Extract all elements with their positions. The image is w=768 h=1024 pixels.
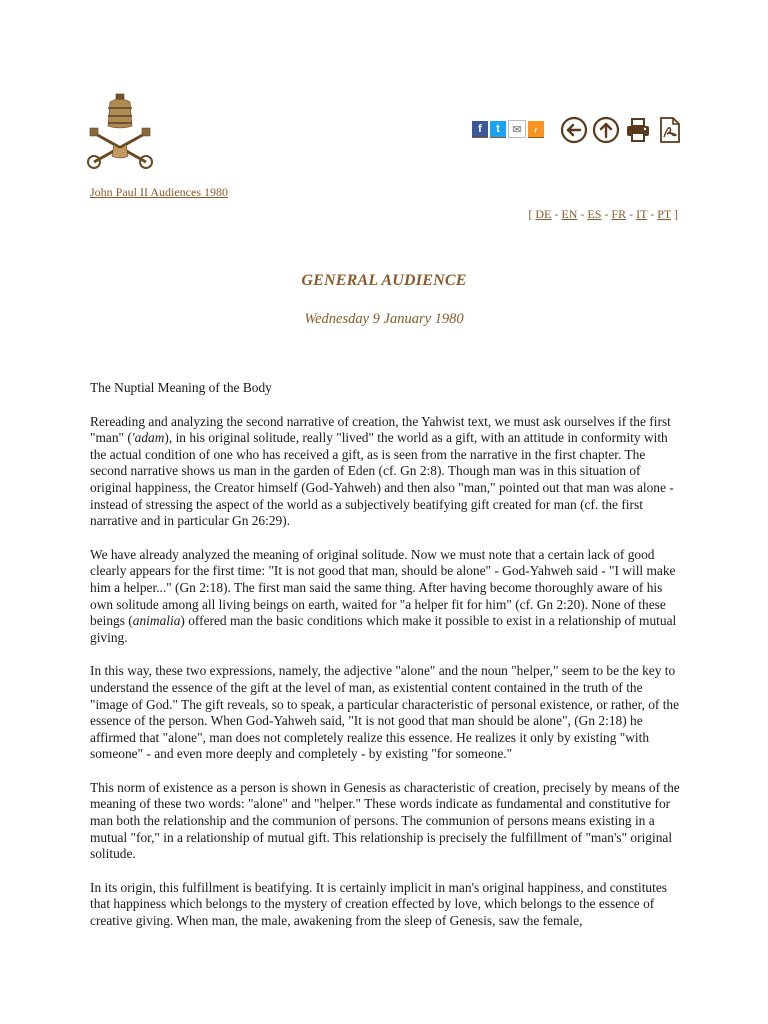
pdf-icon[interactable] — [656, 116, 684, 144]
twitter-icon[interactable]: t — [490, 121, 506, 138]
document-toolbar — [560, 116, 684, 144]
back-arrow-icon[interactable] — [560, 116, 588, 144]
audience-date: Wednesday 9 January 1980 — [304, 311, 464, 327]
lang-link-fr[interactable]: FR — [611, 207, 627, 221]
document-body — [90, 380, 682, 947]
up-arrow-icon[interactable] — [592, 116, 620, 144]
rss-icon[interactable]: ᵣ — [528, 121, 544, 138]
social-share-bar — [472, 120, 544, 138]
page-title: GENERAL AUDIENCE — [301, 272, 467, 289]
breadcrumb-link[interactable]: John Paul II Audiences 1980 — [90, 185, 228, 199]
lang-link-en[interactable]: EN — [561, 207, 578, 221]
facebook-icon[interactable]: f — [472, 121, 488, 138]
papal-crest-logo — [86, 92, 156, 172]
lang-link-it[interactable]: IT — [636, 207, 648, 221]
lang-link-de[interactable]: DE — [535, 207, 552, 221]
lang-link-es[interactable]: ES — [587, 207, 602, 221]
paragraph: Rereading and analyzing the second narrative of creation, the Yahwist text, we must ask ourselves if the first "man" ('adam), in his original solitude, really "lived" the world as a gift, with an attitude in conformity with the actual condition of one who has received a gift, as is seen from the narrative in the first chapter. The second narrative shows us man in the garden of Eden (cf. Gn 2:8). Though man was in this situation of original happiness, the Creator himself (God-Yahweh) and then also "man," pointed out that man was alone - instead of stressing the aspect of the world as a subjectively beatifying gift created for man (cf. the first narrative and in particular Gn 26:29). — [90, 413, 674, 529]
lang-link-pt[interactable]: PT — [657, 207, 671, 221]
document-subtitle: The Nuptial Meaning of the Body — [90, 380, 272, 395]
paragraph: This norm of existence as a person is shown in Genesis as characteristic of creation, precisely by means of the meaning of these two words: "alone" and "helper." These words indicate as fundamental and constitutive for man both the relationship and the communion of persons. The communion of persons means existing in a mutual "for," in a relationship of mutual gift. This relationship is precisely the fulfillment of "man's" original solitude. — [90, 779, 680, 862]
language-selector: [ DE - EN - ES - FR - IT - PT ] — [528, 207, 678, 221]
print-icon[interactable] — [624, 116, 652, 144]
paragraph: In its origin, this fulfillment is beatifying. It is certainly implicit in man's original happiness, and constitutes that happiness which belongs to the mystery of creation effected by love, which belongs to the essence of creative giving. When man, the male, awakening from the sleep of Genesis, saw the female, — [90, 879, 668, 929]
paragraph: In this way, these two expressions, namely, the adjective "alone" and the noun "helper," seem to be the key to understand the essence of the gift at the level of man, as existential content contained in the truth of the "image of God." The gift reveals, so to speak, a particular characteristic of personal existence, or rather, of the essence of the person. When God-Yahweh said, "It is not good that man should be alone", (Gn 2:18) he affirmed that "alone", man does not completely realize this essence. He realizes it only by existing "with someone" - and even more deeply and completely - by existing "for someone." — [90, 663, 680, 762]
mail-icon[interactable]: ✉ — [508, 120, 526, 138]
lang-bracket-open: [ — [528, 207, 533, 221]
paragraph: We have already analyzed the meaning of original solitude. Now we must note that a certain lack of good clearly appears for the first time: "It is not good that man, should be alone" - God-Yahweh said - "I will make him a helper..." (Gn 2:18). The first man said the same thing. After having become thoroughly aware of his own solitude among all living beings on earth, waited for "a helper fit for him" (cf. Gn 2:20). None of these beings (animalia) offered man the basic conditions which make it possible to exist in a relationship of mutual giving. — [90, 546, 677, 645]
lang-bracket-close: ] — [674, 207, 678, 221]
